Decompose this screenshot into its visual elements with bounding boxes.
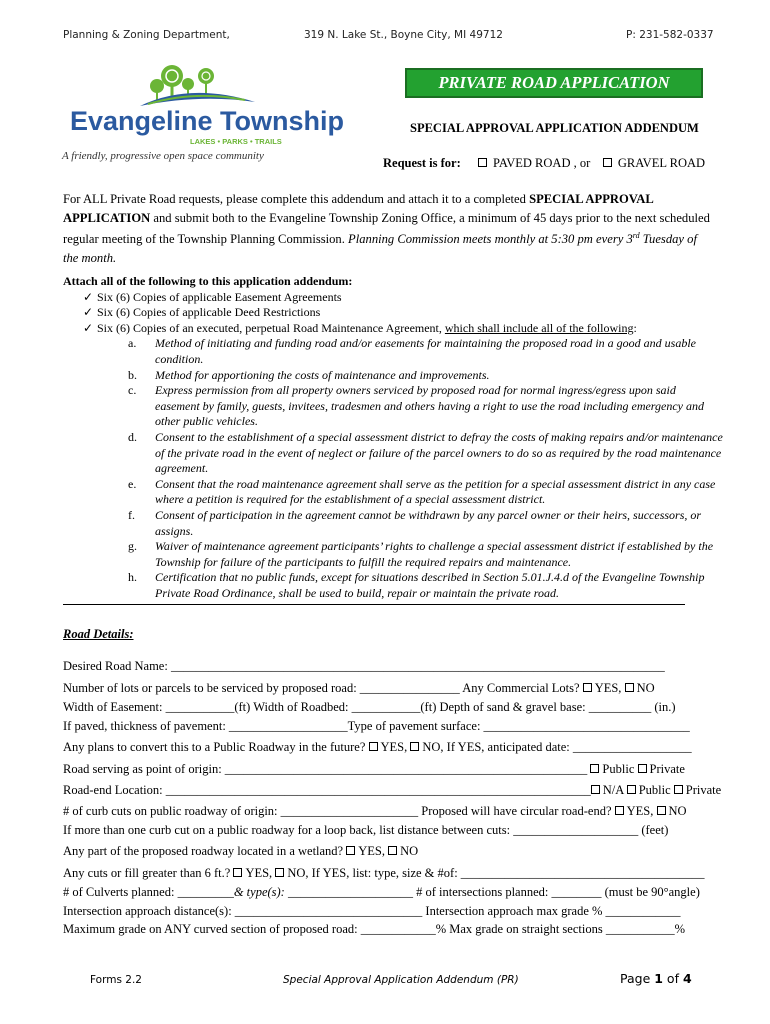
intro-bold: SPECIAL APPROVAL APPLICATION (63, 192, 654, 225)
origin-private-label: Private (649, 762, 685, 776)
list-item (63, 305, 723, 321)
max-grade-fields[interactable]: Maximum grade on ANY curved section of proposed road: ____________% Max grade on straight sections ___________% (63, 922, 685, 936)
list-item (63, 321, 723, 337)
road-details-title: Road Details: (63, 627, 134, 641)
page-prefix: Page (620, 971, 655, 986)
end-private-label: Private (685, 783, 722, 797)
list-item-underline: which shall include all of the following (444, 320, 634, 335)
commercial-no-label: NO (636, 681, 655, 695)
checkmark-icon: ✓ (83, 320, 94, 335)
intro-italic-2: Tuesday of the month. (63, 232, 697, 265)
origin-public-label: Public (602, 762, 638, 776)
sub-item (63, 383, 723, 430)
page-current: 1 (654, 971, 663, 986)
culverts-type-label: & type(s): (233, 885, 285, 899)
origin-field[interactable]: Road serving as point of origin: __________________________________________________________ (63, 762, 591, 776)
curb-cuts-field[interactable]: # of curb cuts on public roadway of origin: ______________________ Proposed will have circular road-end? (63, 804, 615, 818)
wetland-yes-label: YES, (358, 844, 389, 858)
sub-item-text: Waiver of maintenance agreement participants’ rights to challenge a special assessment district if established by the Township for failure of the participants to fulfill the required repairs and maintenance. (155, 539, 714, 569)
convert-yes-checkbox[interactable] (369, 742, 378, 751)
list-item-text: Six (6) Copies of applicable Easement Agreements (97, 289, 342, 304)
paved-road-checkbox[interactable] (478, 158, 487, 167)
lots-row (63, 681, 708, 696)
footer-page-number (620, 971, 692, 986)
sub-item (63, 508, 723, 539)
commercial-no-checkbox[interactable] (625, 683, 634, 692)
sub-item (63, 336, 723, 367)
wetland-no-checkbox[interactable] (388, 846, 397, 855)
cuts-yes-checkbox[interactable] (233, 868, 242, 877)
cuts-fill-row (63, 866, 708, 881)
intro-text-2: and submit both to the Evangeline Township Zoning Office, a minimum of 45 days prior to the next scheduled regular meeting of the Township Planning Commission. (63, 210, 710, 247)
cuts-no-checkbox[interactable] (275, 868, 284, 877)
header-phone: P: 231-582-0337 (626, 29, 714, 41)
commercial-yes-checkbox[interactable] (583, 683, 592, 692)
sub-item-text: Method for apportioning the costs of maintenance and improvements. (155, 367, 490, 382)
circular-yes-checkbox[interactable] (615, 806, 624, 815)
easement-width-fields[interactable]: Width of Easement: ___________(ft) Width of Roadbed: ___________(ft) Depth of sand & gravel base: __________ (in.) (63, 700, 676, 714)
attachments-section (63, 274, 723, 601)
township-logo (70, 62, 345, 152)
end-private-checkbox[interactable] (674, 785, 683, 794)
lots-field[interactable]: Number of lots or parcels to be serviced by proposed road: ________________ Any Commercial Lots? (63, 681, 583, 695)
desired-road-name-field[interactable]: Desired Road Name: _______________________________________________________________________________ (63, 659, 665, 673)
intro-sup: rd (632, 231, 640, 240)
road-end-field[interactable]: Road-end Location: ____________________________________________________________________ (63, 783, 591, 797)
intro-paragraph (63, 190, 713, 267)
road-end-row (63, 783, 722, 798)
sub-item (63, 368, 723, 384)
end-na-label: N/A (602, 783, 627, 797)
convert-yes-label: YES, (380, 740, 411, 754)
sub-item-letter: b. (128, 367, 137, 382)
end-na-checkbox[interactable] (591, 785, 600, 794)
intersection-approach-fields[interactable]: Intersection approach distance(s): ______________________________ Intersection approach max grade % ____________ (63, 904, 681, 918)
commercial-yes-label: YES, (594, 681, 625, 695)
attachments-title: Attach all of the following to this application addendum: (63, 274, 353, 288)
circular-no-label: NO (668, 804, 687, 818)
cuts-label: Any cuts or fill greater than 6 ft.? (63, 866, 234, 880)
loop-distance-field[interactable]: If more than one curb cut on a public roadway for a loop back, list distance between cuts: ____________________ (feet) (63, 823, 669, 837)
footer-form-number: Forms 2.2 (90, 974, 142, 986)
sub-item (63, 539, 723, 570)
sub-item-text: Consent to the establishment of a special assessment district to defray the costs of making repairs and/or maintenance of the private road in the event of neglect or failure of the parcel owners to do so as required by the road maintenance agreement. (155, 429, 723, 476)
sub-item-letter: c. (128, 383, 137, 398)
header-department: Planning & Zoning Department, (63, 29, 230, 41)
wetland-no-label: NO (400, 844, 419, 858)
gravel-road-checkbox[interactable] (603, 158, 612, 167)
logo-graphic (70, 62, 345, 152)
cuts-details-field[interactable]: NO, If YES, list: type, size & #of: _______________________________________ (287, 866, 705, 880)
section-divider (63, 604, 685, 605)
gravel-road-label: GRAVEL ROAD (617, 156, 706, 170)
list-item-colon: : (633, 320, 637, 335)
sub-item-letter: a. (128, 336, 137, 351)
circular-yes-label: YES, (626, 804, 657, 818)
origin-row (63, 762, 708, 777)
sub-item-letter: d. (128, 429, 137, 444)
logo-tagline: A friendly, progressive open space community (62, 150, 264, 162)
sub-item-letter: f. (128, 507, 135, 522)
culverts-row (63, 885, 708, 900)
request-type-row (383, 156, 705, 171)
footer-document-name: Special Approval Application Addendum (PR) (283, 974, 519, 986)
intro-italic: Planning Commission meets monthly at 5:30 pm every 3 (348, 232, 633, 247)
page-total: 4 (682, 971, 692, 986)
culverts-field[interactable]: # of Culverts planned: _________ (63, 885, 234, 899)
end-public-label: Public (638, 783, 674, 797)
intersections-field[interactable]: ____________________ # of intersections planned: ________ (must be 90°angle) (284, 885, 700, 899)
paved-road-label: PAVED ROAD , or (493, 156, 591, 170)
sub-item-text: Express permission from all property owners serviced by proposed road for normal ingress/egress upon said easement by family, guests, invitees, tradesmen and others having a right to use the road including emergency and other public vehicles. (155, 383, 705, 429)
sub-item (63, 430, 723, 477)
logo-name: Evangeline Township (70, 106, 345, 136)
sub-item-text: Consent of participation in the agreement cannot be withdrawn by any parcel owner or their heirs, successors, or assigns. (155, 507, 702, 538)
page-title: PRIVATE ROAD APPLICATION (405, 68, 703, 98)
wetland-label: Any part of the proposed roadway located in a wetland? (63, 844, 347, 858)
sub-item-letter: h. (128, 570, 137, 585)
page-of: of (662, 971, 683, 986)
checkmark-icon: ✓ (83, 305, 94, 320)
origin-private-checkbox[interactable] (638, 764, 647, 773)
header-address: 319 N. Lake St., Boyne City, MI 49712 (304, 29, 503, 41)
sub-item-letter: g. (128, 539, 137, 554)
pavement-fields[interactable]: If paved, thickness of pavement: ___________________Type of pavement surface: _________________________________ (63, 719, 690, 733)
checkmark-icon: ✓ (83, 289, 94, 304)
end-public-checkbox[interactable] (627, 785, 636, 794)
wetland-yes-checkbox[interactable] (346, 846, 355, 855)
curb-cuts-row (63, 804, 708, 819)
page-subtitle: SPECIAL APPROVAL APPLICATION ADDENDUM (410, 121, 699, 135)
convert-no-checkbox[interactable] (410, 742, 419, 751)
anticipated-date-field[interactable]: NO, If YES, anticipated date: ___________________ (422, 740, 692, 754)
wetland-row (63, 844, 708, 859)
sub-item (63, 570, 723, 601)
request-label: Request is for: (383, 156, 461, 170)
list-item-text: Six (6) Copies of applicable Deed Restrictions (97, 305, 321, 320)
list-item (63, 290, 723, 306)
circular-no-checkbox[interactable] (657, 806, 666, 815)
sub-item-text: Certification that no public funds, except for situations described in Section 5.01.J.4.d of the Evangeline Township Private Road Ordinance, shall be used to build, repair or maintain the private road. (155, 570, 705, 600)
origin-public-checkbox[interactable] (590, 764, 599, 773)
convert-label: Any plans to convert this to a Public Roadway in the future? (63, 740, 369, 754)
cuts-yes-label: YES, (245, 866, 276, 880)
intro-text-1: For ALL Private Road requests, please complete this addendum and attach it to a completed (63, 192, 530, 206)
convert-public-row (63, 740, 708, 755)
sub-item-letter: e. (128, 476, 137, 491)
list-item-text: Six (6) Copies of an executed, perpetual Road Maintenance Agreement, (97, 320, 445, 335)
sub-item (63, 477, 723, 508)
sub-item-text: Consent that the road maintenance agreement shall serve as the petition for a special assessment district in any case where a petition is required for the establishment of a special assessment district. (155, 476, 716, 507)
logo-subtext: LAKES • PARKS • TRAILS (190, 137, 282, 146)
sub-item-text: Method of initiating and funding road and/or easements for maintaining the proposed road in a good and usable condition. (155, 336, 696, 366)
